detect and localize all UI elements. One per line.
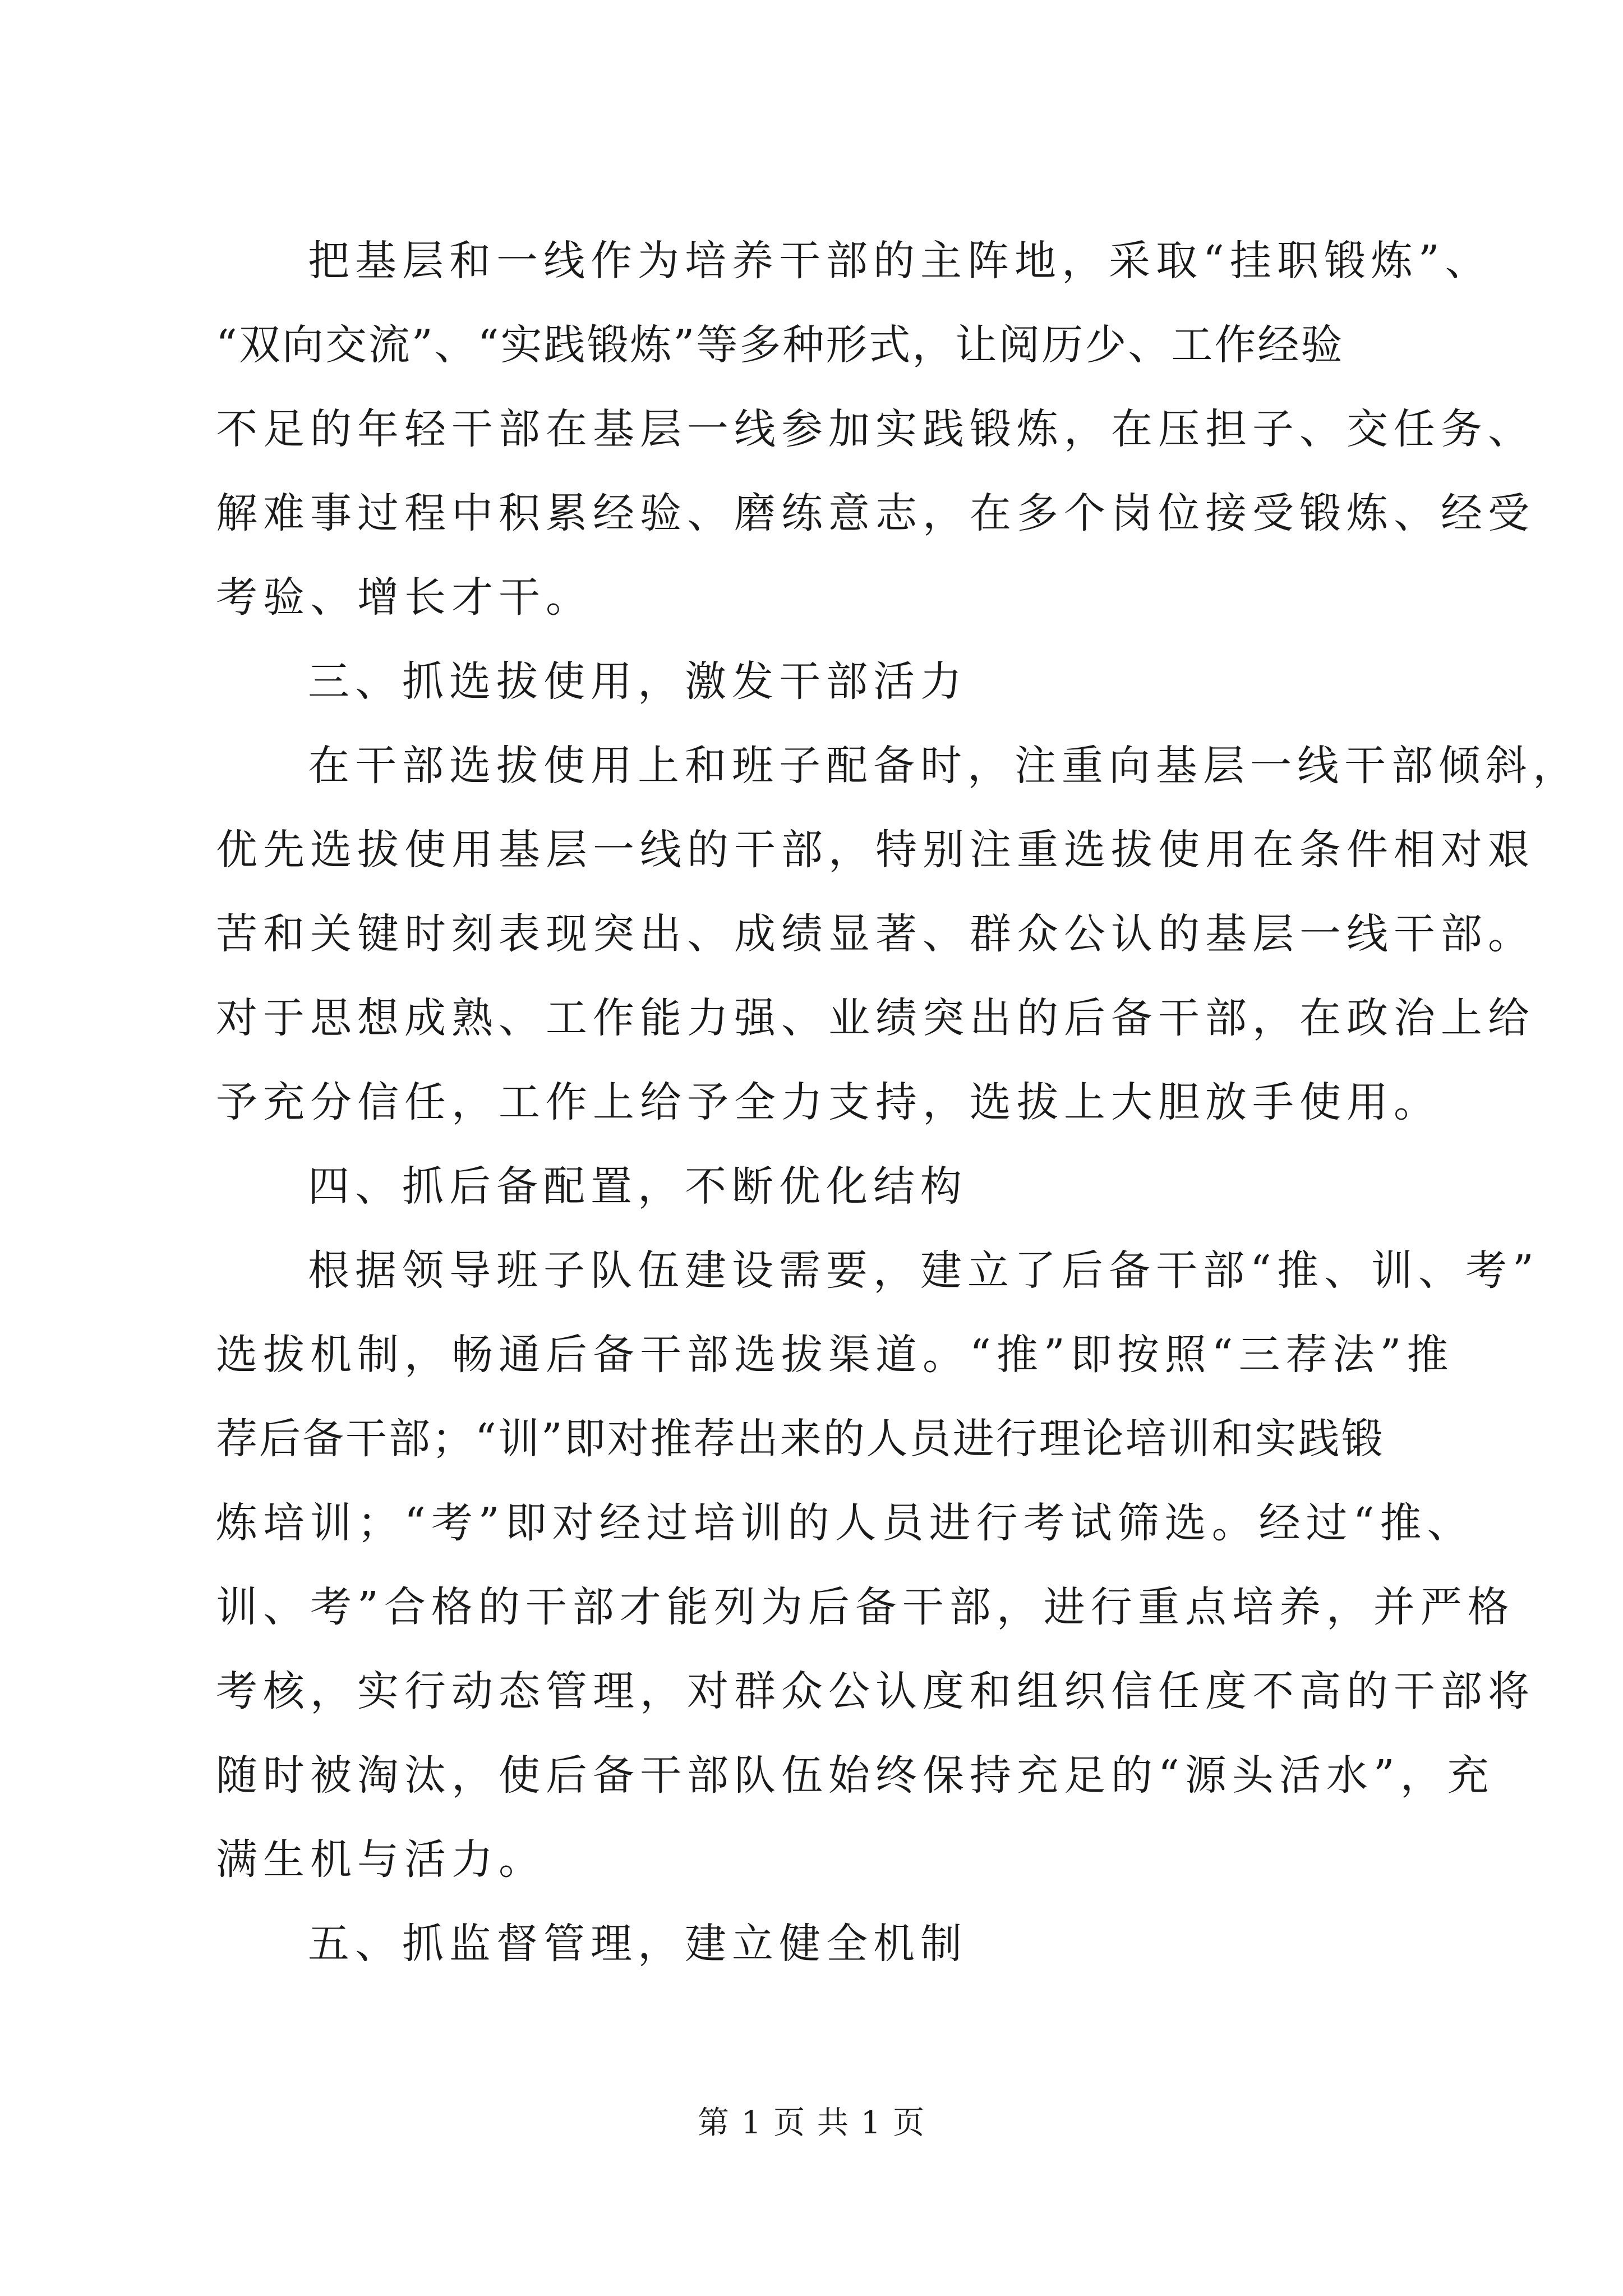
paragraph-line: 选拔机制，畅通后备干部选拔渠道。“推”即按照“三荐法”推 [216, 1331, 1454, 1379]
paragraph-line: 不足的年轻干部在基层一线参加实践锻炼，在压担子、交任务、 [216, 405, 1535, 453]
section-heading: 三、抓选拔使用，激发干部活力 [308, 657, 967, 706]
paragraph-line: 考验、增长才干。 [216, 573, 593, 622]
paragraph-line: 优先选拔使用基层一线的干部，特别注重选拔使用在条件相对艰 [216, 826, 1535, 874]
document-body [216, 219, 1580, 1986]
paragraph-line: 炼培训；“考”即对经过培训的人员进行考试筛选。经过“推、 [216, 1499, 1474, 1547]
paragraph-line: 在干部选拔使用上和班子配备时，注重向基层一线干部倾斜， [308, 742, 1580, 790]
paragraph-line: 随时被淘汰，使后备干部队伍始终保持充足的“源头活水”，充 [216, 1751, 1495, 1800]
paragraph-line: 把基层和一线作为培养干部的主阵地，采取“挂职锻炼”、 [308, 237, 1492, 285]
paragraph-line: 荐后备干部；“训”即对推荐出来的人员进行理论培训和实践锻 [216, 1415, 1385, 1463]
section-heading: 四、抓后备配置，不断优化结构 [308, 1162, 967, 1211]
paragraph-line: 考核，实行动态管理，对群众公认度和组织信任度不高的干部将 [216, 1667, 1535, 1715]
page-footer: 第 1 页 共 1 页 [697, 2105, 926, 2141]
paragraph-line: 根据领导班子队伍建设需要，建立了后备干部“推、训、考” [308, 1246, 1539, 1295]
section-heading: 五、抓监督管理，建立健全机制 [308, 1920, 967, 1968]
paragraph-line: 训、考”合格的干部才能列为后备干部，进行重点培养，并严格 [216, 1583, 1515, 1631]
paragraph-line: 对于思想成熟、工作能力强、业绩突出的后备干部，在政治上给 [216, 994, 1535, 1042]
paragraph-line: “双向交流”、“实践锻炼”等多种形式，让阅历少、工作经验 [216, 321, 1344, 369]
paragraph-line: 满生机与活力。 [216, 1835, 546, 1884]
paragraph-line: 解难事过程中积累经验、磨练意志，在多个岗位接受锻炼、经受 [216, 489, 1535, 537]
paragraph-line: 苦和关键时刻表现突出、成绩显著、群众公认的基层一线干部。 [216, 910, 1535, 958]
paragraph-line: 予充分信任，工作上给予全力支持，选拔上大胆放手使用。 [216, 1078, 1441, 1126]
